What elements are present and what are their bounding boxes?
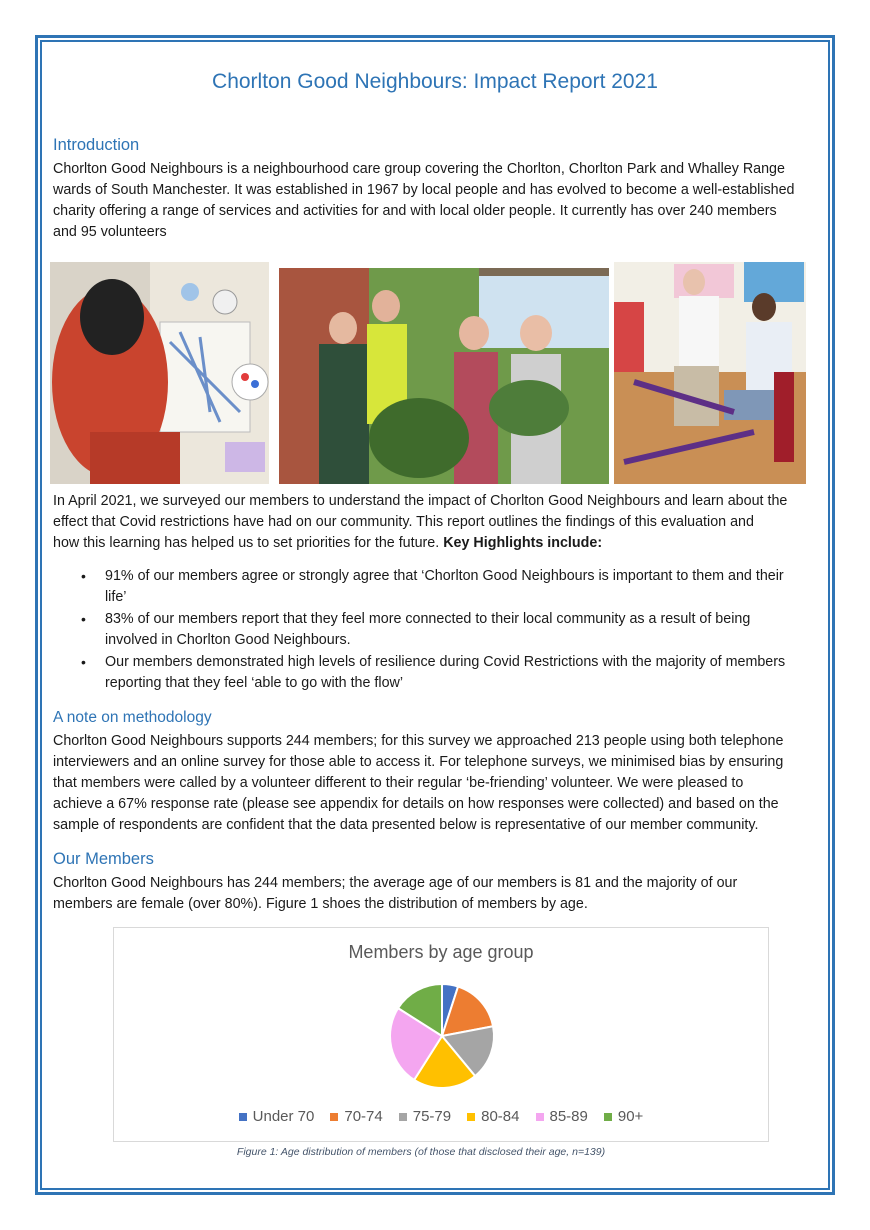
chart-legend <box>114 1108 768 1125</box>
legend-label: 80-84 <box>481 1108 520 1125</box>
introduction-paragraph: Chorlton Good Neighbours is a neighbourhood care group covering the Chorlton, Chorlton Park and Whalley Range wards of South Manchester. It was established in 1967 by local people and has evolved to become a well-established charity offering a range of services and activities for and with local older people. It currently has over 240 members and 95 volunteers <box>53 161 795 240</box>
photo-painting-member <box>50 262 269 484</box>
legend-item <box>330 1108 382 1125</box>
chart-title: Members by age group <box>348 942 534 962</box>
legend-item <box>399 1108 451 1125</box>
legend-item <box>536 1108 588 1125</box>
highlight-item: • Our members demonstrated high levels of resilience during Covid Restrictions with the majority of members reporting that they feel ‘able to go with the flow’ <box>53 652 823 694</box>
legend-label: Under 70 <box>252 1108 315 1125</box>
members-paragraph: Chorlton Good Neighbours has 244 members; the average age of our members is 81 and the majority of our members are female (over 80%). Figure 1 shoes the distribution of members by age. <box>53 875 738 912</box>
members-heading: Our Members <box>53 850 154 868</box>
introduction-heading: Introduction <box>53 136 140 154</box>
methodology-heading: A note on methodology <box>53 709 212 726</box>
legend-label: 90+ <box>617 1108 644 1125</box>
highlight-item: • 91% of our members agree or strongly agree that ‘Chorlton Good Neighbours is important to them and their life’ <box>53 566 823 608</box>
legend-label: 70-74 <box>344 1108 383 1125</box>
legend-item <box>604 1108 643 1125</box>
methodology-paragraph: Chorlton Good Neighbours supports 244 members; for this survey we approached 213 people using both telephone interviewers and an online survey for those able to access it. For telephone surveys, we minimised bias by ensuring that members were called by a volunteer different to their regular ‘be-friending’ volunteer. We were pleased to achieve a 67% response rate (please see appendix for details on how responses were collected) and based on the sample of respondents are confident that the data presented below is representative of our member community. <box>53 733 784 833</box>
figure-caption: Figure 1: Age distribution of members (of those that disclosed their age, n=139) <box>236 1146 606 1158</box>
legend-swatch <box>330 1113 338 1121</box>
survey-paragraph: In April 2021, we surveyed our members to understand the impact of Chorlton Good Neighbours and learn about the effect that Covid restrictions have had on our community. This report outlines the findings of this evaluation and how this learning has helped us to set priorities for the future. Key Highlights include: <box>53 493 788 551</box>
legend-swatch <box>467 1113 475 1121</box>
legend-swatch <box>399 1113 407 1121</box>
highlights-list <box>53 566 823 695</box>
age-group-chart <box>113 927 769 1142</box>
page-title: Chorlton Good Neighbours: Impact Report 2021 <box>212 70 658 93</box>
photo-volunteers-garden <box>279 268 609 484</box>
legend-label: 85-89 <box>549 1108 588 1125</box>
legend-swatch <box>536 1113 544 1121</box>
highlight-item: • 83% of our members report that they feel more connected to their local community as a result of being involved in Chorlton Good Neighbours. <box>53 609 823 651</box>
legend-item <box>467 1108 519 1125</box>
key-highlights-label: Key Highlights include: <box>443 535 603 551</box>
legend-item <box>239 1108 315 1125</box>
legend-swatch <box>239 1113 247 1121</box>
legend-swatch <box>604 1113 612 1121</box>
legend-label: 75-79 <box>412 1108 452 1125</box>
photo-exercise-class <box>614 262 806 484</box>
